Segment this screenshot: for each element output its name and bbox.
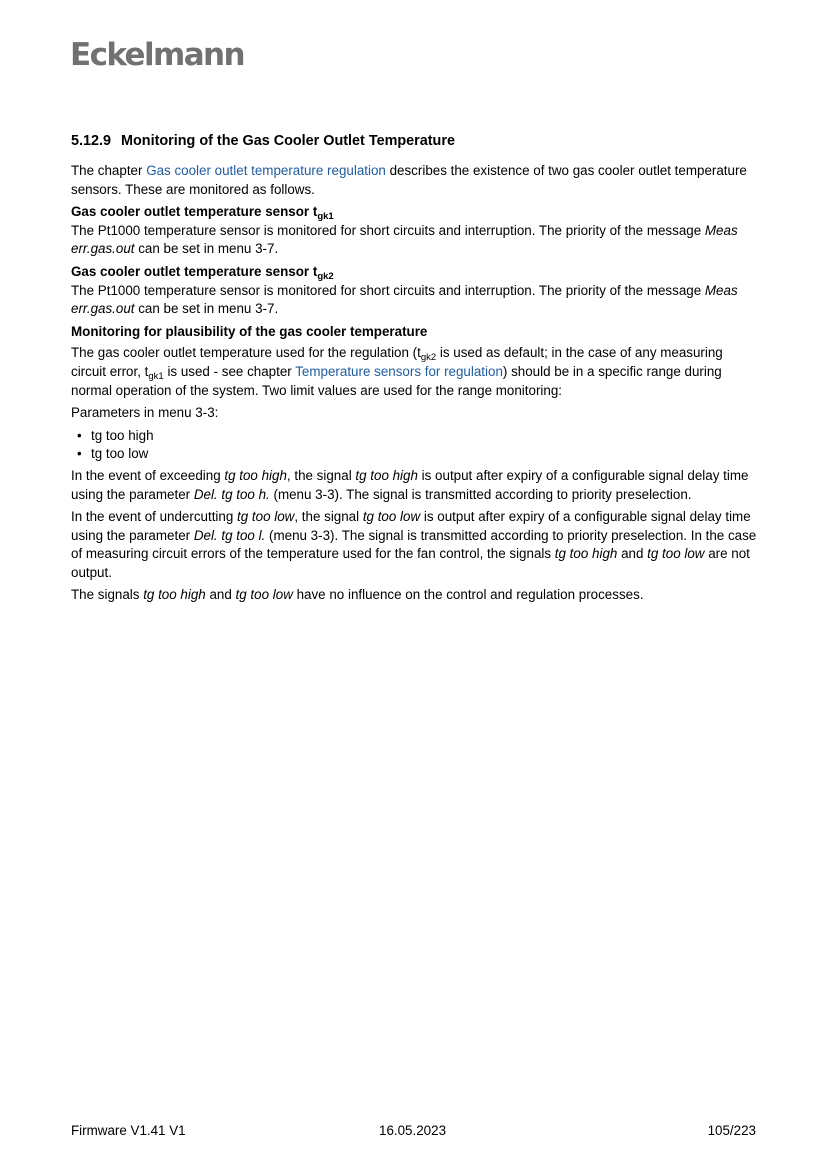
final-text-3: have no influence on the control and regulation processes. [292, 587, 644, 603]
plaus-sub-1: gk2 [420, 352, 437, 364]
list-item: • tg too low [71, 445, 761, 464]
under-text-5: and [617, 546, 648, 562]
exceed-text-4: (menu 3-3). The signal is transmitted according to priority preselection. [269, 486, 692, 502]
under-paragraph [71, 508, 761, 582]
footer-firmware: Firmware V1.41 V1 [71, 1123, 186, 1138]
sensor1-heading [71, 203, 761, 222]
final-paragraph [71, 586, 761, 605]
exceed-text-2: , the signal [286, 467, 356, 483]
intro-text-2: describes the existence of two gas cooler outlet temperature sensors. These are monitored as follows. [71, 163, 747, 197]
under-text-3: is output after expiry of a configurable signal delay time using the parameter [71, 509, 751, 543]
footer-page-number: 105/223 [707, 1123, 756, 1138]
exceed-italic-2: tg too high [355, 467, 418, 483]
exceed-text-1: In the event of exceeding [71, 467, 225, 483]
exceed-paragraph [71, 467, 761, 504]
sensor1-heading-text: Gas cooler outlet temperature sensor t [71, 204, 318, 220]
under-text-1: In the event of undercutting [71, 509, 238, 525]
sensor2-message: Meas err.gas.out [71, 282, 738, 317]
final-text-1: The signals [71, 587, 144, 603]
section-heading [71, 131, 761, 151]
link-gas-cooler-regulation[interactable]: Gas cooler outlet temperature regulation [146, 163, 386, 178]
plaus-text-4: ) should be in a specific range during normal operation of the system. Two limit values are used for the range monitoring: [71, 363, 722, 398]
exceed-italic-3: Del. tg too h. [193, 486, 270, 502]
page-content [71, 131, 761, 609]
plaus-sub-2: gk1 [148, 370, 164, 382]
under-italic-5: tg too low [647, 546, 705, 562]
sensor1-text-2: can be set in menu 3-7. [134, 241, 279, 257]
final-italic-1: tg too high [143, 587, 206, 603]
sensor1-paragraph [71, 222, 761, 259]
sensor2-paragraph [71, 282, 761, 319]
under-italic-2: tg too low [362, 509, 421, 525]
sensor1-message: Meas err.gas.out [71, 222, 738, 257]
under-italic-3: Del. tg too l. [193, 527, 266, 543]
plaus-text-3: is used - see chapter [163, 363, 296, 379]
intro-paragraph [71, 162, 761, 199]
sensor2-text-1: The Pt1000 temperature sensor is monitored for short circuits and interruption. The priority of the message [71, 282, 705, 298]
eckelmann-logo: Eckelmann [70, 37, 244, 73]
link-temperature-sensors[interactable]: Temperature sensors for regulation [295, 363, 503, 379]
under-text-4: (menu 3-3). The signal is transmitted according to priority preselection. In the case of measuring circuit errors of the temperature used for the fan control, the signals [71, 527, 757, 562]
plausibility-heading: Monitoring for plausibility of the gas cooler temperature [71, 323, 428, 339]
exceed-italic-1: tg too high [224, 467, 287, 483]
sensor1-text-1: The Pt1000 temperature sensor is monitored for short circuits and interruption. The priority of the message [71, 222, 705, 238]
exceed-text-3: is output after expiry of a configurable signal delay time using the parameter [71, 467, 749, 502]
section-title: Monitoring of the Gas Cooler Outlet Temperature [121, 133, 455, 149]
sensor2-heading-sub: gk2 [317, 270, 334, 282]
list-item: • tg too high [71, 427, 761, 446]
sensor2-heading [71, 263, 761, 282]
plaus-text-1: The gas cooler outlet temperature used for the regulation (t [71, 345, 421, 361]
params-list [71, 427, 761, 464]
plausibility-paragraph [71, 344, 761, 400]
sensor1-heading-sub: gk1 [317, 211, 334, 223]
plaus-text-2: is used as default; in the case of any measuring circuit error, t [71, 345, 723, 379]
sensor2-text-2: can be set in menu 3-7. [134, 301, 279, 317]
footer-date: 16.05.2023 [379, 1123, 447, 1138]
section-number: 5.12.9 [71, 133, 112, 149]
final-italic-2: tg too low [235, 587, 293, 603]
under-text-6: are not output. [71, 546, 750, 580]
under-italic-4: tg too high [554, 546, 618, 562]
sensor2-heading-text: Gas cooler outlet temperature sensor t [71, 263, 318, 279]
params-label: Parameters in menu 3-3: [71, 405, 219, 421]
final-text-2: and [205, 587, 236, 603]
intro-text-1: The chapter [71, 163, 147, 178]
under-italic-1: tg too low [237, 509, 295, 525]
under-text-2: , the signal [294, 509, 363, 525]
